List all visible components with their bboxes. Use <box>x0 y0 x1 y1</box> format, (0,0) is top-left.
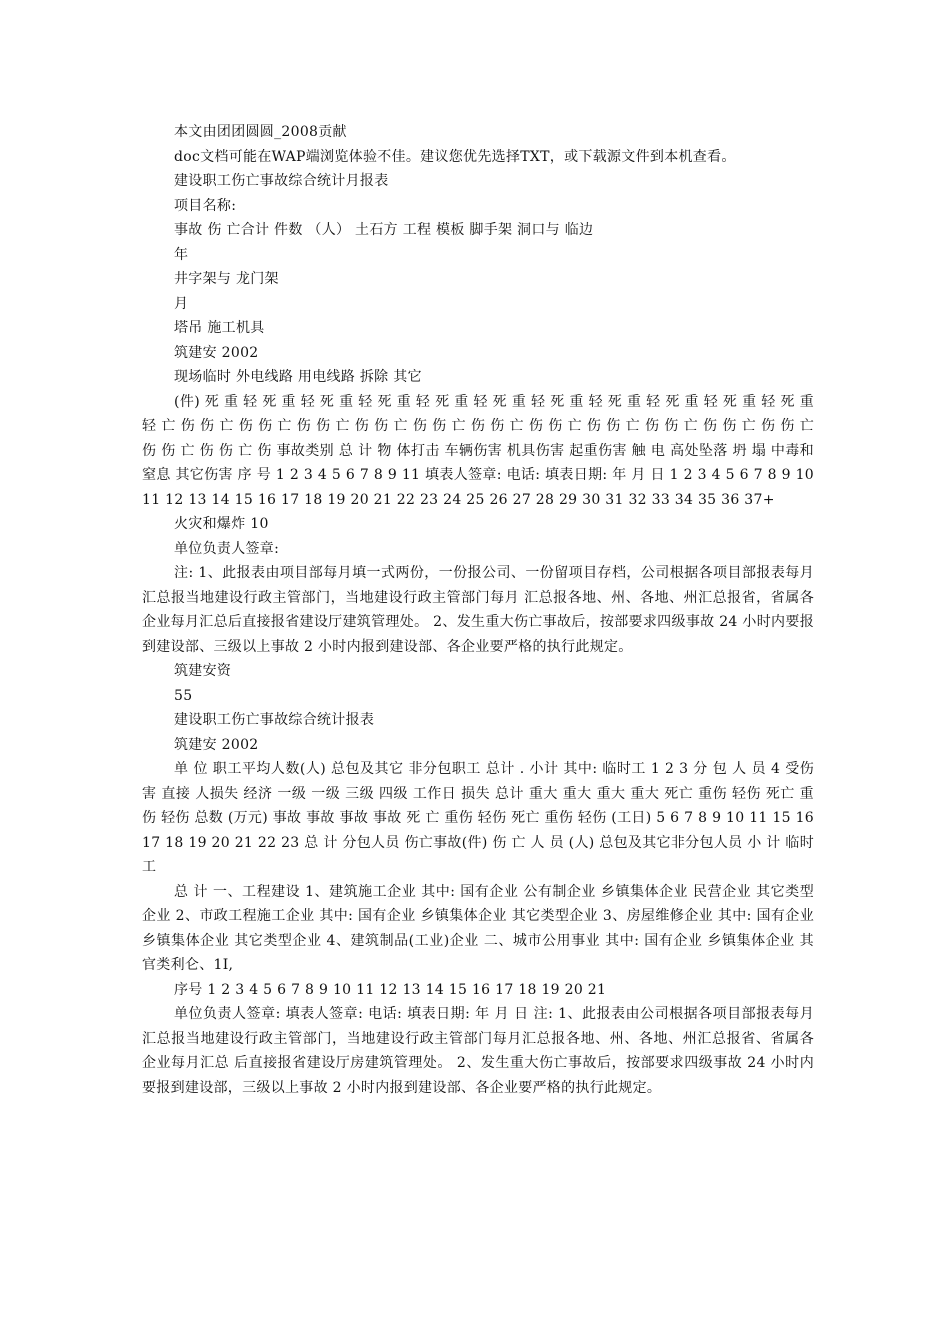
monthly-report-notes: 注: 1、此报表由项目部每月填一式两份，一份报公司、一份留项目存档，公司根据各项目部报表每月汇总报当地建设行政主管部门，当地建设行政主管部门每月 汇总报各地、州、各地、州汇总报省，省属各企业每月汇总后直接报省建设厅建筑管理处。 2、发生重大伤亡事故后，按部要求四级事故 24 小时内要报到建设部、三级以上事故 2 小时内报到建设部、各企业要严格的执行此规定。 <box>142 565 814 655</box>
unit-head-signature: 单位负责人签章: <box>174 540 280 557</box>
year-label: 年 <box>174 246 189 263</box>
enterprise-category-list: 总 计 一、工程建设 1、建筑施工企业 其中: 国有企业 公有制企业 乡镇集体企业 民营企业 其它类型企业 2、市政工程施工企业 其中: 国有企业 乡镇集体企业 其它类型企业 3、房屋维修企业 其中: 国有企业 乡镇集体企业 其它类型企业 4、建筑制品(工业)企业 二、城市公用事业 其中: 国有企业 乡镇集体企业 其官类利仑、1I, <box>142 883 814 973</box>
casualty-table-body: (件) 死 重 轻 死 重 轻 死 重 轻 死 重 轻 死 重 轻 死 重 轻 死 重 轻 死 重 轻 死 重 轻 死 重 轻 死 重 轻 亡 伤 伤 亡 伤 伤 亡 伤 伤 亡 伤 伤 亡 伤 伤 亡 伤 伤 亡 伤 伤 亡 伤 伤 亡 伤 伤 亡 伤 伤 亡 伤 伤 亡 伤 伤 亡 伤 伤 亡 伤 事故类别 总 计 物 体打击 车辆伤害 机具伤害 起重伤害 触 电 高处坠落 坍 塌 中毒和窒息 其它伤害 序 号 1 2 3 4 5 6 7 8 9 11 填表人签章: 电话: 填表日期: 年 月 日 1 2 3 4 5 6 7 8 9 10 11 12 13 14 15 16 17 18 19 20 21 22 23 24 25 26 27 28 29 30 31 32 33 34 35 36 37+ <box>142 393 814 508</box>
document-body <box>142 120 814 1100</box>
sequence-number-row: 序号 1 2 3 4 5 6 7 8 9 10 11 12 13 14 15 16 17 18 19 20 21 <box>174 981 607 998</box>
format-notice: doc文档可能在WAP端浏览体验不佳。建议您优先选择TXT，或下载源文件到本机查看。 <box>174 148 736 165</box>
monthly-report-title: 建设职工伤亡事故综合统计月报表 <box>174 173 389 189</box>
fire-explosion-row: 火灾和爆炸 10 <box>174 516 269 532</box>
crane-header: 塔吊 施工机具 <box>174 320 265 336</box>
comprehensive-report-title: 建设职工伤亡事故综合统计报表 <box>174 712 375 728</box>
form-code-secondary: 筑建安资 <box>174 663 232 679</box>
project-name-label: 项目名称: <box>174 197 237 214</box>
unit-table-header: 单 位 职工平均人数(人) 总包及其它 非分包职工 总计 . 小计 其中: 临时工 1 2 3 分 包 人 员 4 受伤害 直接 人损失 经济 一级 一级 三级 四级 工作日 损失 总计 重大 重大 重大 重大 死亡 重伤 轻伤 死亡 重伤 轻伤 总数 (万元) 事故 事故 事故 事故 死 亡 重伤 轻伤 死亡 重伤 轻伤 (工日) 5 6 7 8 9 10 11 15 16 17 18 19 20 21 22 23 总 计 分包人员 伤亡事故(件) 伤 亡 人 员 (人) 总包及其它非分包人员 小 计 临时工 <box>142 761 814 875</box>
month-label: 月 <box>174 295 189 312</box>
accident-header-row: 事故 伤 亡合计 件数 （人） 土石方 工程 模板 脚手架 洞口与 临边 <box>174 222 594 238</box>
contributor-line: 本文由团团圆圆_2008贡献 <box>174 124 347 140</box>
form-number: 55 <box>174 687 193 704</box>
form-code: 筑建安 2002 <box>174 344 259 361</box>
company-report-notes: 单位负责人签章: 填表人签章: 电话: 填表日期: 年 月 日 注: 1、此报表由公司根据各项目部报表每月汇总报当地建设行政主管部门，当地建设行政主管部门每月汇总报各地、州、各地、州汇总报省、省属各企业每月汇总 后直接报省建设厅房建筑管理处。 2、发生重大伤亡事故后，按部要求四级事故 24 小时内要报到建设部，三级以上事故 2 小时内报到建设部、各企业要严格的执行此规定。 <box>142 1006 814 1096</box>
derrick-header: 井字架与 龙门架 <box>174 271 279 287</box>
form-code-2: 筑建安 2002 <box>174 736 259 753</box>
temporary-power-header: 现场临时 外电线路 用电线路 拆除 其它 <box>174 369 422 385</box>
